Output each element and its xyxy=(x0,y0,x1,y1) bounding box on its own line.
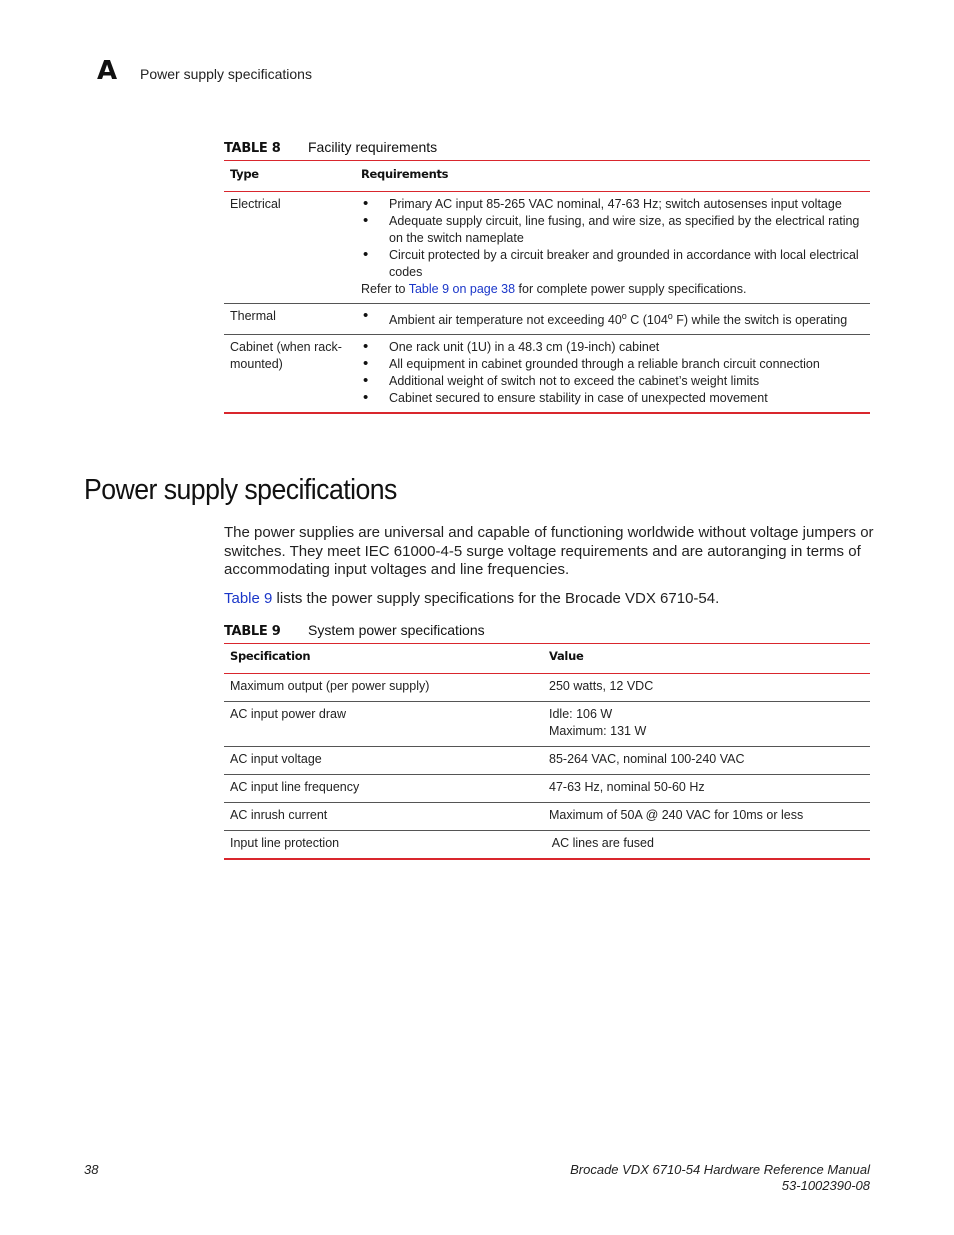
table-row xyxy=(224,304,870,335)
table-row xyxy=(224,702,870,747)
thermal-text-1: Ambient air temperature not exceeding 40 xyxy=(389,313,622,328)
spec-cell: AC input voltage xyxy=(230,752,322,766)
refer-note xyxy=(361,281,864,298)
list-item: • Primary AC input 85-265 VAC nominal, 47-63 Hz; switch autosenses input voltage xyxy=(361,196,864,213)
table9-caption xyxy=(224,622,485,639)
thermal-text-2: C (104 xyxy=(626,313,668,328)
table-row xyxy=(224,775,870,803)
row-type-electrical: Electrical xyxy=(230,197,281,211)
value-cell xyxy=(543,803,870,831)
degree-sign: o xyxy=(667,311,673,321)
table9-page-link[interactable]: Table 9 on page 38 xyxy=(408,282,516,296)
value-line: Idle: 106 W xyxy=(549,707,613,721)
spec-cell: Maximum output (per power supply) xyxy=(230,679,430,693)
list-item xyxy=(361,308,864,329)
facility-requirements-table xyxy=(224,160,870,414)
value-cell xyxy=(543,747,870,775)
table8-label: TABLE 8 xyxy=(224,141,281,156)
table9-label: TABLE 9 xyxy=(224,624,281,639)
table8-title: Facility requirements xyxy=(308,139,438,155)
value-line: Maximum of 50A @ 240 VAC for 10ms or less xyxy=(549,808,804,822)
table9-reference-paragraph xyxy=(224,590,874,609)
row-type-thermal: Thermal xyxy=(230,309,276,323)
list-item: • Cabinet secured to ensure stability in case of unexpected movement xyxy=(361,390,864,407)
appendix-letter: A xyxy=(97,56,118,86)
spec-cell: AC input line frequency xyxy=(230,780,360,794)
value-line: AC lines are fused xyxy=(549,836,654,850)
para2-text: lists the power supply specifications for the Brocade VDX 6710-54. xyxy=(272,590,720,607)
table-row xyxy=(224,192,870,304)
footer-manual-info xyxy=(570,1162,870,1194)
list-item: • All equipment in cabinet grounded through a reliable branch circuit connection xyxy=(361,356,864,373)
running-header-title: Power supply specifications xyxy=(140,66,312,82)
column-header-type: Type xyxy=(230,167,259,181)
list-item: • Additional weight of switch not to exceed the cabinet’s weight limits xyxy=(361,373,864,390)
spec-cell: AC inrush current xyxy=(230,808,328,822)
list-item: • Circuit protected by a circuit breaker and grounded in accordance with local electrical codes xyxy=(361,247,864,281)
thermal-text-3: F) while the switch is operating xyxy=(672,313,848,328)
value-cell xyxy=(543,775,870,803)
table-row xyxy=(224,747,870,775)
row-requirements-cabinet xyxy=(355,335,870,414)
row-requirements-electrical xyxy=(355,192,870,304)
manual-title: Brocade VDX 6710-54 Hardware Reference Manual xyxy=(570,1162,870,1177)
document-number: 53-1002390-08 xyxy=(781,1178,870,1193)
table-header-row xyxy=(224,161,870,192)
spec-cell: AC input power draw xyxy=(230,707,347,721)
system-power-specifications-table xyxy=(224,643,870,860)
intro-paragraph: The power supplies are universal and capable of functioning worldwide without voltage jumpers or switches. They meet IEC 61000-4-5 surge voltage requirements and are autoranging in terms of accommodating input voltages and line frequencies. xyxy=(224,524,874,578)
refer-prefix: Refer to xyxy=(361,282,409,296)
list-item: • Adequate supply circuit, line fusing, and wire size, as specified by the electrical rating on the switch nameplate xyxy=(361,213,864,247)
table-header-row xyxy=(224,644,870,674)
refer-suffix: for complete power supply specifications. xyxy=(515,282,747,296)
section-title: Power supply specifications xyxy=(84,474,397,506)
value-line: 47-63 Hz, nominal 50-60 Hz xyxy=(549,780,705,794)
row-requirements-thermal xyxy=(355,304,870,335)
column-header-specification: Specification xyxy=(230,649,311,663)
table8-caption xyxy=(224,139,437,156)
table-row xyxy=(224,803,870,831)
list-item: • One rack unit (1U) in a 48.3 cm (19-inch) cabinet xyxy=(361,339,864,356)
value-line: Maximum: 131 W xyxy=(549,724,647,738)
table-row xyxy=(224,831,870,860)
table-row xyxy=(224,335,870,414)
value-cell xyxy=(543,674,870,702)
table-row xyxy=(224,674,870,702)
column-header-value: Value xyxy=(549,649,584,663)
page-number: 38 xyxy=(84,1162,99,1177)
value-line: 85-264 VAC, nominal 100-240 VAC xyxy=(549,752,745,766)
value-line: 250 watts, 12 VDC xyxy=(549,679,654,693)
table9-title: System power specifications xyxy=(308,622,485,638)
value-cell xyxy=(543,831,870,860)
row-type-cabinet: Cabinet (when rack-mounted) xyxy=(230,340,342,372)
degree-sign: o xyxy=(621,311,627,321)
table9-link[interactable]: Table 9 xyxy=(224,590,273,607)
column-header-requirements: Requirements xyxy=(361,167,449,181)
spec-cell: Input line protection xyxy=(230,836,340,850)
value-cell xyxy=(543,702,870,747)
